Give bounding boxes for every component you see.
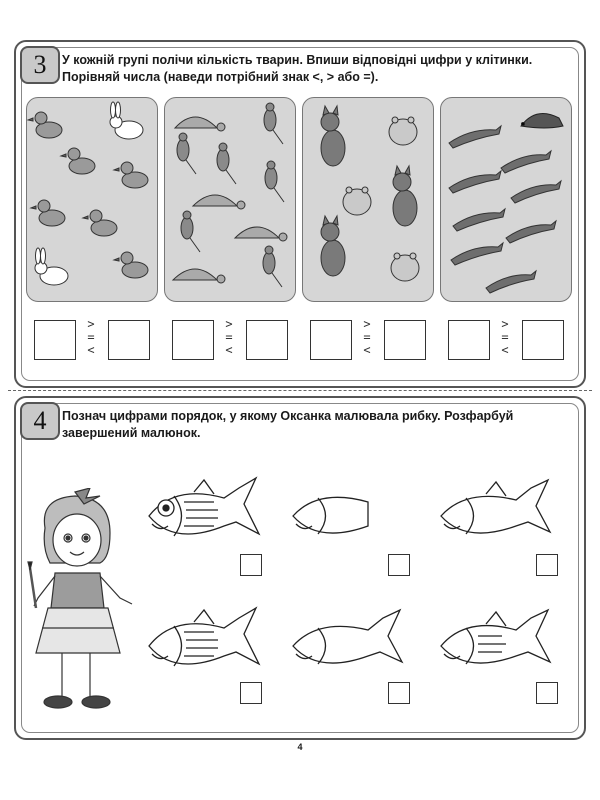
outline-fish-icon: [288, 476, 408, 556]
hamster-icon: [343, 187, 371, 215]
fox-icon: [321, 216, 345, 276]
duck-icon: [28, 112, 62, 138]
lizard-icon: [506, 221, 556, 243]
duck-icon: [114, 162, 148, 188]
order-box-6[interactable]: [536, 682, 558, 704]
task-3-number: 3: [20, 46, 60, 84]
animal-group-lizards-hedgehog: [440, 97, 572, 302]
lizard-icon: [486, 271, 536, 293]
order-box-2[interactable]: [388, 554, 410, 576]
order-box-1[interactable]: [240, 554, 262, 576]
rabbit-icon: [35, 248, 68, 285]
comparison-signs-1[interactable]: > = <: [87, 317, 95, 357]
fish-with-fins-icon: [436, 476, 556, 556]
duck-icon: [31, 200, 65, 226]
parrot-icon: [264, 103, 283, 144]
lizard-icon: [449, 171, 501, 193]
hamster-icon: [391, 253, 419, 281]
comparison-signs-4[interactable]: > = <: [501, 317, 509, 357]
comparison-signs-3[interactable]: > = <: [363, 317, 371, 357]
count-box-rabbits[interactable]: [108, 320, 150, 360]
task-3-panel: [14, 40, 586, 388]
hamster-icon: [389, 117, 417, 145]
complete-fish-icon: [436, 606, 556, 686]
count-box-turtles[interactable]: [172, 320, 214, 360]
order-box-5[interactable]: [388, 682, 410, 704]
turtle-icon: [193, 195, 245, 209]
turtle-icon: [173, 269, 225, 283]
turtle-icon: [175, 117, 225, 131]
count-box-hedgehogs[interactable]: [522, 320, 564, 360]
task-3-instruction: У кожній групі полічи кількість тварин. Впиши відповідні цифри у клітинки. Порівняй числа (наведи потрібний знак <, > або =).: [62, 53, 533, 84]
lizards-hedgehog-picture: [441, 98, 571, 301]
count-box-parrots[interactable]: [246, 320, 288, 360]
fish-with-eye-icon: [144, 476, 264, 556]
rabbit-icon: [110, 102, 143, 139]
duck-icon: [61, 148, 95, 174]
turtle-icon: [235, 227, 287, 241]
hedgehog-icon: [521, 114, 563, 129]
parrot-icon: [263, 246, 282, 287]
parrot-icon: [265, 161, 284, 202]
animal-group-turtles-parrots: [164, 97, 296, 302]
task-4-panel: [14, 396, 586, 740]
lizard-icon: [453, 209, 505, 231]
lizard-icon: [451, 243, 503, 265]
ducks-rabbits-picture: [27, 98, 157, 301]
lizard-icon: [501, 151, 551, 173]
fish-with-tail-icon: [288, 606, 408, 686]
girl-with-brush-icon: [20, 488, 150, 718]
dashed-separator: [8, 390, 592, 391]
parrot-icon: [181, 211, 200, 252]
fish-with-scales-icon: [144, 606, 264, 686]
count-box-foxes[interactable]: [310, 320, 352, 360]
animal-group-foxes-hamsters: [302, 97, 434, 302]
parrot-icon: [217, 143, 236, 184]
fox-icon: [393, 166, 417, 226]
foxes-hamsters-picture: [303, 98, 433, 301]
duck-icon: [83, 210, 117, 236]
order-box-3[interactable]: [536, 554, 558, 576]
count-box-lizards[interactable]: [448, 320, 490, 360]
turtles-parrots-picture: [165, 98, 295, 301]
animal-group-ducks-rabbits: [26, 97, 158, 302]
fox-icon: [321, 106, 345, 166]
lizard-icon: [449, 126, 501, 148]
task-4-instruction: Познач цифрами порядок, у якому Оксанка малювала рибку. Розфарбуй завершений малюнок.: [62, 409, 514, 440]
task-4-number: 4: [20, 402, 60, 440]
page-number: 4: [297, 742, 303, 752]
lizard-icon: [511, 181, 561, 203]
count-box-ducks[interactable]: [34, 320, 76, 360]
comparison-signs-2[interactable]: > = <: [225, 317, 233, 357]
parrot-icon: [177, 133, 196, 174]
duck-icon: [114, 252, 148, 278]
count-box-hamsters[interactable]: [384, 320, 426, 360]
order-box-4[interactable]: [240, 682, 262, 704]
